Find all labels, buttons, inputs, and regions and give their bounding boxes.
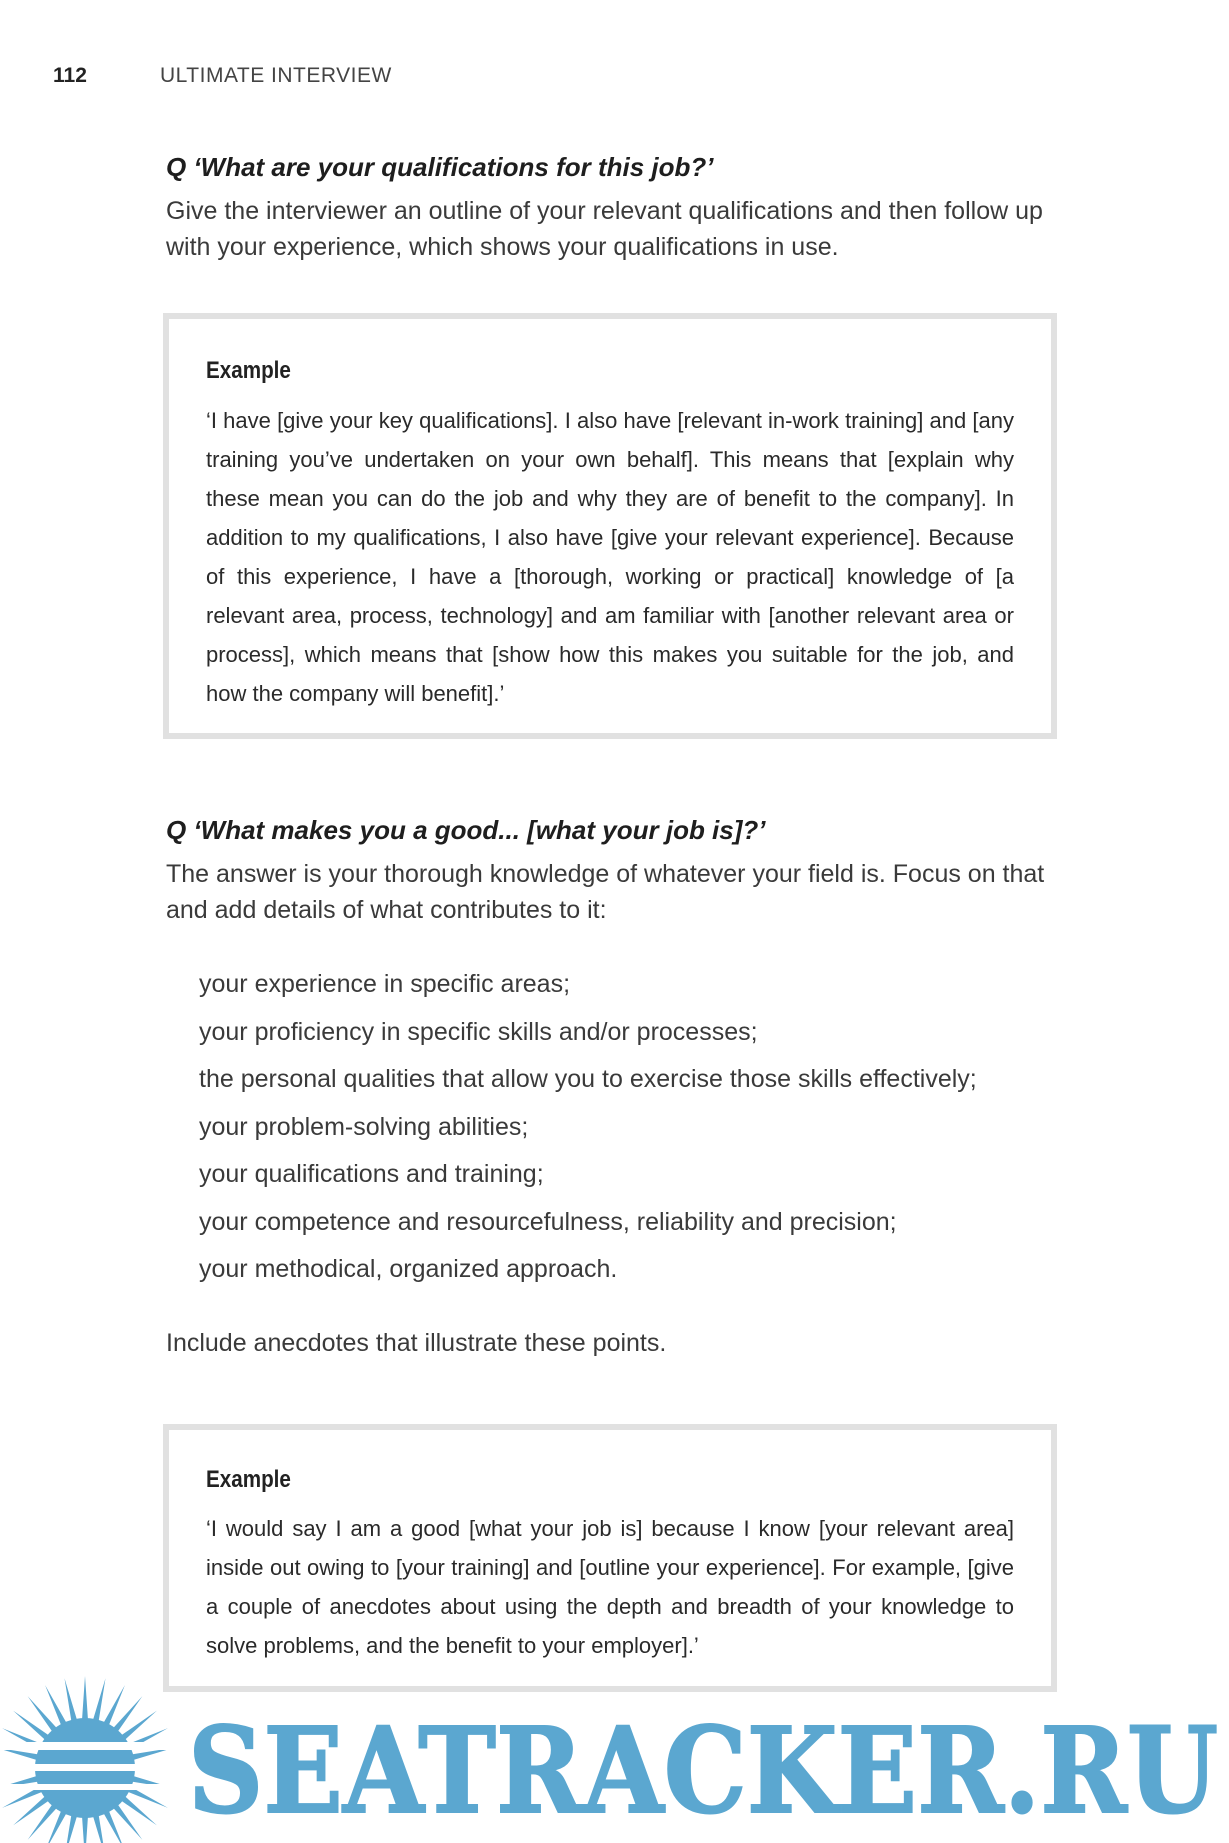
running-title: ULTIMATE INTERVIEW [160,64,392,87]
example-box-qualifications [163,313,1057,739]
example-box-good-at-job [163,1424,1057,1692]
list-item: your problem-solving abilities; [199,1112,529,1141]
list-item: your competence and resourcefulness, reliability and precision; [199,1207,897,1236]
sunburst-icon [0,1676,190,1843]
outro-paragraph: Include anecdotes that illustrate these points. [166,1329,667,1357]
example-title: Example [206,357,291,384]
intro-paragraph-qualifications: Give the interviewer an outline of your relevant qualifications and then follow up with your experience, which shows your qualifications in use. [166,197,1043,261]
example-title: Example [206,1466,291,1493]
page-number: 112 [53,64,87,87]
question-heading-qualifications: Q ‘What are your qualifications for this job?’ [166,152,714,182]
list-item: your methodical, organized approach. [199,1255,618,1283]
contributing-factors-list [199,961,1079,1294]
list-item: your qualifications and training; [199,1160,544,1188]
page-header [0,64,1229,94]
intro-paragraph-good-at-job: The answer is your thorough knowledge of whatever your field is. Focus on that and add details of what contributes to it: [166,860,1045,924]
list-item: your proficiency in specific skills and/or processes; [199,1017,758,1046]
question-heading-good-at-job: Q ‘What makes you a good... [what your job is]?’ [166,815,766,845]
watermark [0,1660,1229,1843]
list-item: the personal qualities that allow you to exercise those skills effectively; [199,1065,977,1093]
example-text-qualifications: ‘I have [give your key qualifications]. I also have [relevant in-work training] and [any training you’ve undertaken on your own behalf]. This means that [explain why these mean you can do the job and why they are of benefit to the company]. In addition to my qualifications, I also have [give your relevant experience]. Because of this experience, I have a [thorough, working or practical] knowledge of [a relevant area, process, technology] and am familiar with [another relevant area or process], which means that [show how this makes you suitable for the job, and how the company will benefit].’ [206,408,1014,706]
watermark-text: SEATRACKER.RU [188,1701,1218,1840]
list-item: your experience in specific areas; [199,970,571,998]
example-text-good-at-job: ‘I would say I am a good [what your job is] because I know [your relevant area] inside out owing to [your training] and [outline your experience]. For example, [give a couple of anecdotes about using the depth and breadth of your knowledge to solve problems, and the benefit to your employer].’ [206,1516,1014,1658]
